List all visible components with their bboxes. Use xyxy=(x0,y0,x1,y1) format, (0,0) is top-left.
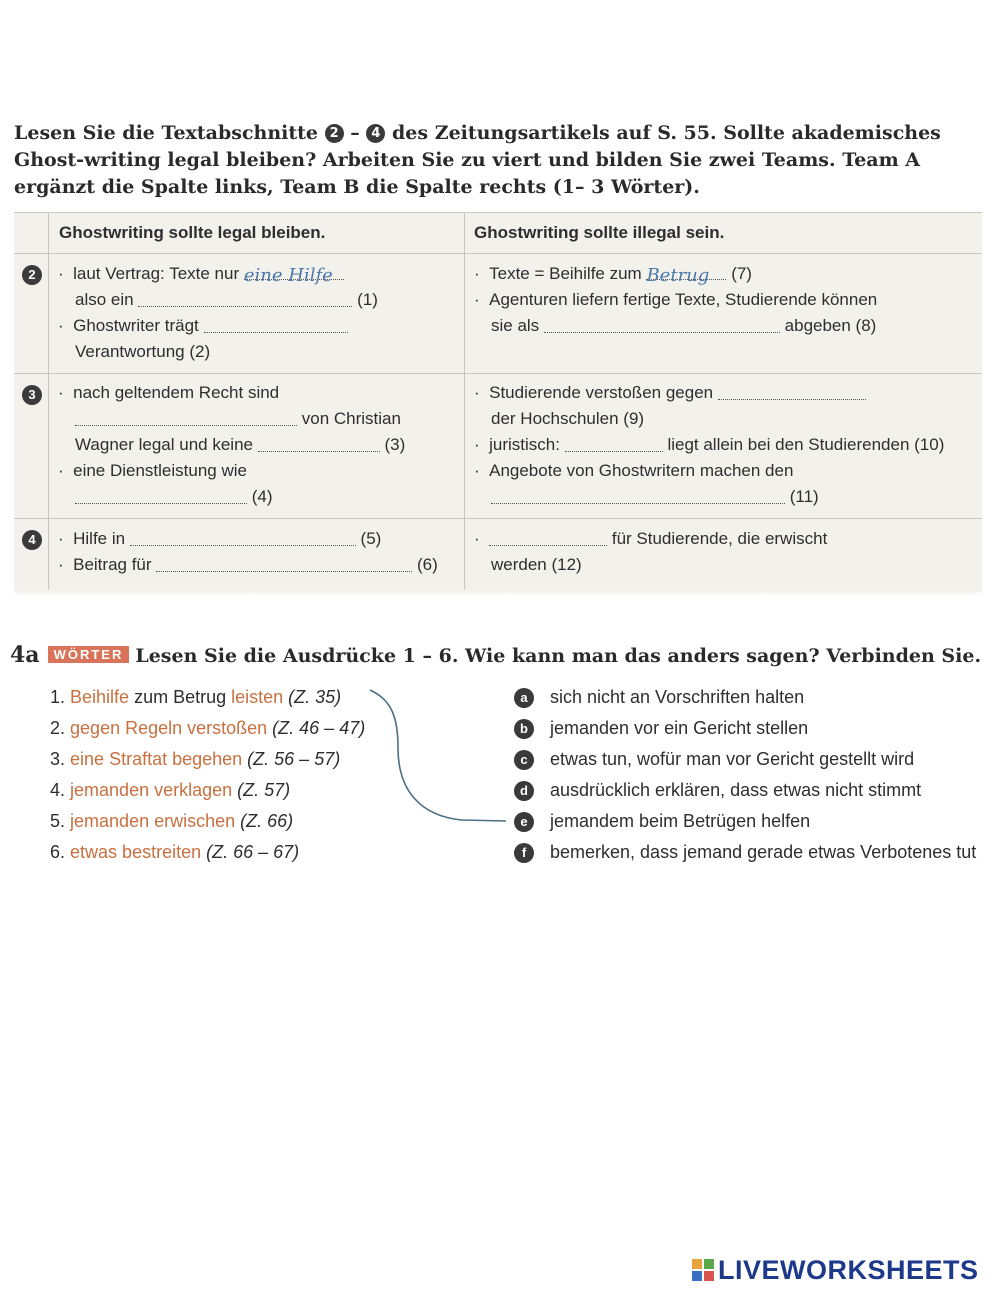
meaning-text: sich nicht an Vorschriften halten xyxy=(550,687,805,707)
section-2-icon: 2 xyxy=(325,124,344,143)
row-number-icon: 2 xyxy=(22,265,42,285)
instructions-dash: – xyxy=(350,122,360,144)
expression-item[interactable] xyxy=(50,778,290,802)
col-left-header: Ghostwriting sollte legal bleiben. xyxy=(59,223,326,242)
answer-blank[interactable] xyxy=(204,316,348,333)
table-divider xyxy=(14,518,982,519)
cell-text: laut Vertrag: Texte nur xyxy=(73,264,240,283)
cell-text: Beitrag für xyxy=(73,555,152,574)
task-question: Lesen Sie die Ausdrücke 1 – 6. Wie kann man das anders sagen? Verbinden Sie. xyxy=(135,645,982,667)
line-reference: (Z. 35) xyxy=(283,687,342,707)
answer-blank[interactable] xyxy=(138,290,352,307)
meaning-text: ausdrücklich erklären, dass etwas nicht stimmt xyxy=(550,780,922,800)
cell-text: der Hochschulen (9) xyxy=(491,409,645,428)
meaning-item[interactable] xyxy=(514,840,1000,864)
cell-text: Wagner legal und keine xyxy=(75,435,253,454)
key-word: Beihilfe xyxy=(70,687,130,707)
blank-number: (7) xyxy=(731,264,752,283)
col-right-header: Ghostwriting sollte illegal sein. xyxy=(474,223,725,242)
expression-item[interactable] xyxy=(50,716,365,740)
cell-text: Ghostwriter trägt xyxy=(73,316,199,335)
table-divider xyxy=(14,253,982,254)
handwritten-answer: eine Hilfe xyxy=(243,265,333,286)
cell-row4-right: · für Studierende, die erwischt werden (12) xyxy=(474,529,828,574)
row-number-icon: 4 xyxy=(22,530,42,550)
woerter-badge: WÖRTER xyxy=(48,646,130,663)
blank-number: (6) xyxy=(417,555,438,574)
item-number: 1. xyxy=(50,687,66,707)
meaning-item[interactable] xyxy=(514,716,808,740)
item-number: 3. xyxy=(50,749,66,769)
letter-d-icon: d xyxy=(514,781,534,801)
line-reference: (Z. 66) xyxy=(235,811,294,831)
task-number: 4a xyxy=(10,642,40,668)
line-reference: (Z. 56 – 57) xyxy=(242,749,341,769)
cell-text: sie als xyxy=(491,316,540,335)
answer-blank[interactable] xyxy=(489,529,607,546)
blank-number: (1) xyxy=(357,290,378,309)
answer-blank[interactable] xyxy=(491,487,785,504)
cell-text: Texte = Beihilfe zum xyxy=(489,264,642,283)
argument-table xyxy=(14,212,982,593)
key-word: etwas bestreiten xyxy=(70,842,202,862)
instructions-part2: des Zeitungsartikels auf S. 55. Sollte akademisches Ghost-writing legal bleiben? Arbeiten Sie zu viert und bilden Sie zwei Teams. Team A ergänzt die Spalte links, Team B die Spalte rechts (1– 3 Wörter). xyxy=(14,122,941,198)
cell-text: Agenturen liefern fertige Texte, Studierende können xyxy=(489,290,878,309)
letter-e-icon: e xyxy=(514,812,534,832)
cell-text: Angebote von Ghostwritern machen den xyxy=(489,461,794,480)
cell-text: für Studierende, die erwischt xyxy=(611,529,828,548)
answer-blank-filled[interactable] xyxy=(646,263,726,286)
answer-blank[interactable] xyxy=(258,435,380,452)
row-number-icon: 3 xyxy=(22,385,42,405)
meaning-text: jemandem beim Betrügen helfen xyxy=(550,811,811,831)
key-word: gegen Regeln verstoßen xyxy=(70,718,268,738)
meaning-text: bemerken, dass jemand gerade etwas Verbotenes tut xyxy=(550,842,977,862)
instructions-part1: Lesen Sie die Textabschnitte xyxy=(14,122,319,144)
answer-blank[interactable] xyxy=(544,316,780,333)
item-number: 2. xyxy=(50,718,66,738)
meaning-item[interactable] xyxy=(514,809,810,833)
cell-text: also ein xyxy=(75,290,134,309)
answer-blank[interactable] xyxy=(565,435,663,452)
match-connector-line[interactable] xyxy=(370,690,506,821)
table-divider xyxy=(14,373,982,374)
plain-word: zum Betrug xyxy=(129,687,232,707)
cell-text: liegt allein bei den Studierenden (10) xyxy=(667,435,945,454)
cell-text: Verantwortung (2) xyxy=(75,342,211,361)
meaning-item[interactable] xyxy=(514,747,914,771)
letter-a-icon: a xyxy=(514,688,534,708)
expression-item[interactable] xyxy=(50,809,293,833)
expression-item[interactable] xyxy=(50,747,340,771)
cell-text: juristisch: xyxy=(489,435,560,454)
cell-row3-right: · Studierende verstoßen gegen der Hochschulen (9) · juristisch: liegt allein bei den Studierenden (10) · Angebote von Ghostwritern machen den (11) xyxy=(474,383,945,506)
table-divider xyxy=(48,213,49,593)
cell-text: eine Dienstleistung wie xyxy=(73,461,247,480)
cell-text: von Christian xyxy=(301,409,401,428)
section-4-icon: 4 xyxy=(366,124,385,143)
line-reference: (Z. 57) xyxy=(232,780,291,800)
cell-text: Studierende verstoßen gegen xyxy=(489,383,714,402)
cell-row4-left: · Hilfe in (5) · Beitrag für (6) xyxy=(58,529,438,574)
key-word: leisten xyxy=(231,687,284,707)
key-word: jemanden verklagen xyxy=(70,780,233,800)
key-word: jemanden erwischen xyxy=(70,811,236,831)
torn-edge xyxy=(14,590,982,596)
cell-text: nach geltendem Recht sind xyxy=(73,383,280,402)
letter-c-icon: c xyxy=(514,750,534,770)
expression-item[interactable] xyxy=(50,840,299,864)
meaning-text: jemanden vor ein Gericht stellen xyxy=(550,718,809,738)
item-number: 4. xyxy=(50,780,66,800)
key-word: eine Straftat begehen xyxy=(70,749,243,769)
cell-row2-left: · laut Vertrag: Texte nur eine Hilfe also ein (1) · Ghostwriter trägt Verantwortung (2) xyxy=(58,264,378,361)
line-reference: (Z. 46 – 47) xyxy=(267,718,366,738)
blank-number: (11) xyxy=(789,487,819,506)
answer-blank[interactable] xyxy=(75,487,247,504)
answer-blank[interactable] xyxy=(75,409,297,426)
answer-blank-filled[interactable] xyxy=(243,263,344,286)
answer-blank[interactable] xyxy=(130,529,356,546)
cell-text: werden (12) xyxy=(491,555,582,574)
item-number: 5. xyxy=(50,811,66,831)
instructions xyxy=(14,120,986,201)
meaning-item[interactable] xyxy=(514,685,804,709)
handwritten-answer: Betrug xyxy=(646,265,710,286)
cell-row2-right: · Texte = Beihilfe zum Betrug (7) · Agenturen liefern fertige Texte, Studierende können sie als abgeben (8) xyxy=(474,264,878,335)
cell-text: abgeben (8) xyxy=(784,316,877,335)
answer-blank[interactable] xyxy=(156,555,412,572)
blank-number: (3) xyxy=(384,435,406,454)
logo-text: LIVEWORKSHEETS xyxy=(718,1255,979,1285)
meaning-item[interactable] xyxy=(514,778,921,802)
blank-number: (5) xyxy=(360,529,382,548)
meaning-text: etwas tun, wofür man vor Gericht gestellt wird xyxy=(550,749,915,769)
blank-number: (4) xyxy=(251,487,273,506)
letter-b-icon: b xyxy=(514,719,534,739)
line-reference: (Z. 66 – 67) xyxy=(201,842,300,862)
answer-blank[interactable] xyxy=(718,383,866,400)
liveworksheets-logo xyxy=(692,1255,979,1286)
letter-f-icon: f xyxy=(514,843,534,863)
expression-item[interactable] xyxy=(50,685,341,709)
cell-text: Hilfe in xyxy=(73,529,126,548)
task-4a-heading xyxy=(10,642,981,668)
liveworksheets-logo-icon xyxy=(692,1259,714,1281)
item-number: 6. xyxy=(50,842,66,862)
cell-row3-left: · nach geltendem Recht sind von Christian Wagner legal und keine (3) · eine Dienstleistung wie (4) xyxy=(58,383,406,506)
table-divider xyxy=(464,213,465,593)
